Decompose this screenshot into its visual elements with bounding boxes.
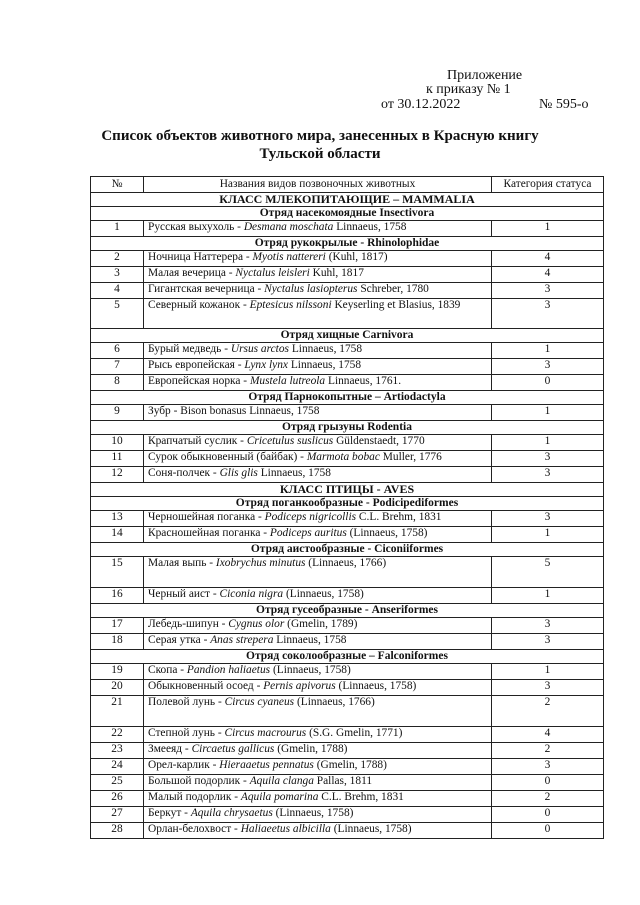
document-title: Список объектов животного мира, занесенных в Красную книгу [101, 128, 539, 144]
table-row [91, 618, 604, 634]
species-latin-name: Myotis nattereri [252, 251, 326, 263]
species-russian-name: Зубр - Bison bonasus Linnaeus, 1758 [148, 405, 320, 417]
column-header-species: Названия видов позвоночных животных [144, 177, 492, 193]
table-row [91, 680, 604, 696]
status-category: 1 [492, 221, 604, 237]
table-row [91, 299, 604, 329]
species-name [144, 405, 492, 421]
species-name [144, 221, 492, 237]
species-name [144, 343, 492, 359]
class-heading: КЛАСС ПТИЦЫ - AVES [91, 483, 604, 497]
species-number: 3 [91, 267, 144, 283]
annex-order-ref: к приказу № 1 [426, 82, 511, 97]
species-latin-name: Aquila chrysaetus [190, 807, 273, 819]
species-latin-name: Eptesicus nilssoni [249, 299, 332, 311]
order-heading: Отряд грызуны Rodentia [91, 421, 604, 435]
table-row [91, 221, 604, 237]
order-heading-row [91, 207, 604, 221]
order-heading: Отряд соколообразные – Falconiformes [91, 650, 604, 664]
status-category: 1 [492, 664, 604, 680]
status-category: 2 [492, 696, 604, 727]
species-latin-name: Podiceps auritus [269, 527, 347, 539]
order-date: от 30.12.2022 [381, 97, 461, 112]
red-book-table [90, 176, 604, 839]
order-heading-row [91, 237, 604, 251]
species-authority: (Gmelin, 1789) [284, 618, 358, 630]
annex-label: Приложение [447, 68, 523, 83]
species-latin-name: Aquila clanga [249, 775, 314, 787]
species-number: 22 [91, 727, 144, 743]
table-row [91, 791, 604, 807]
species-name [144, 759, 492, 775]
species-authority: Linnaeus, 1758 [257, 467, 331, 479]
class-heading: КЛАСС МЛЕКОПИТАЮЩИЕ – MAMMALIA [91, 193, 604, 207]
status-category: 4 [492, 267, 604, 283]
order-heading-row [91, 604, 604, 618]
species-russian-name: Гигантская вечерница - [148, 283, 265, 295]
species-russian-name: Сурок обыкновенный (байбак) - [148, 451, 307, 463]
table-row [91, 727, 604, 743]
order-heading: Отряд хищные Carnivora [91, 329, 604, 343]
table-row [91, 557, 604, 588]
species-latin-name: Circus cyaneus [224, 696, 295, 708]
species-russian-name: Малый подорлик - [148, 791, 241, 803]
species-number: 14 [91, 527, 144, 543]
species-name [144, 664, 492, 680]
species-latin-name: Podiceps nigricollis [264, 511, 357, 523]
species-authority: (S.G. Gmelin, 1771) [306, 727, 403, 739]
species-name [144, 375, 492, 391]
species-russian-name: Черношейная поганка - [148, 511, 265, 523]
species-number: 6 [91, 343, 144, 359]
status-category: 3 [492, 634, 604, 650]
status-category: 0 [492, 823, 604, 839]
species-authority: Linnaeus, 1758 [288, 343, 363, 355]
species-number: 12 [91, 467, 144, 483]
species-name [144, 743, 492, 759]
species-authority: (Linnaeus, 1758) [283, 588, 364, 600]
species-russian-name: Полевой лунь - [148, 696, 225, 708]
species-russian-name: Степной лунь - [148, 727, 225, 739]
species-russian-name: Малая вечерица - [148, 267, 236, 279]
species-russian-name: Крапчатый суслик - [148, 435, 247, 447]
table-row [91, 405, 604, 421]
status-category: 0 [492, 775, 604, 791]
species-authority: (Linnaeus, 1758) [272, 807, 354, 819]
species-name [144, 588, 492, 604]
status-category: 2 [492, 743, 604, 759]
table-row [91, 823, 604, 839]
species-number: 24 [91, 759, 144, 775]
species-number: 28 [91, 823, 144, 839]
table-row [91, 251, 604, 267]
species-latin-name: Ixobrychus minutus [215, 557, 306, 569]
table-row [91, 267, 604, 283]
status-category: 1 [492, 527, 604, 543]
species-latin-name: Mustela lutreola [249, 375, 326, 387]
species-number: 9 [91, 405, 144, 421]
status-category: 4 [492, 251, 604, 267]
table-row [91, 634, 604, 650]
species-authority: Güldenstaedt, 1770 [333, 435, 425, 447]
species-authority: Pallas, 1811 [313, 775, 373, 787]
species-number: 5 [91, 299, 144, 329]
status-category: 0 [492, 807, 604, 823]
species-authority: (Gmelin, 1788) [313, 759, 387, 771]
species-name [144, 791, 492, 807]
table-row [91, 807, 604, 823]
species-latin-name: Pernis apivorus [263, 680, 336, 692]
species-number: 7 [91, 359, 144, 375]
species-number: 27 [91, 807, 144, 823]
species-latin-name: Glis glis [219, 467, 258, 479]
species-authority: C.L. Brehm, 1831 [318, 791, 404, 803]
status-category: 3 [492, 680, 604, 696]
species-name [144, 359, 492, 375]
column-header-number: № [91, 177, 144, 193]
species-latin-name: Hieraaetus pennatus [219, 759, 314, 771]
species-latin-name: Cricetulus suslicus [246, 435, 334, 447]
species-name [144, 435, 492, 451]
species-authority: Linnaeus, 1758 [333, 221, 407, 233]
status-category: 3 [492, 451, 604, 467]
species-name [144, 557, 492, 588]
species-russian-name: Лебедь-шипун - [148, 618, 229, 630]
document-title-line2: Тульской области [259, 146, 381, 162]
order-heading-row [91, 650, 604, 664]
order-number: № 595-о [539, 97, 589, 112]
species-name [144, 451, 492, 467]
species-latin-name: Cygnus olor [228, 618, 285, 630]
status-category: 3 [492, 467, 604, 483]
order-heading: Отряд поганкообразные - Podicipediformes [91, 497, 604, 511]
species-number: 2 [91, 251, 144, 267]
species-russian-name: Рысь европейская - [148, 359, 245, 371]
table-row [91, 664, 604, 680]
status-category: 3 [492, 618, 604, 634]
species-russian-name: Европейская норка - [148, 375, 250, 387]
species-number: 18 [91, 634, 144, 650]
species-authority: Linnaeus, 1758 [287, 359, 362, 371]
species-russian-name: Соня-полчек - [148, 467, 220, 479]
table-row [91, 467, 604, 483]
status-category: 2 [492, 791, 604, 807]
species-russian-name: Бурый медведь - [148, 343, 231, 355]
species-name [144, 823, 492, 839]
species-latin-name: Desmana moschata [243, 221, 334, 233]
species-russian-name: Серая утка - [148, 634, 211, 646]
status-category: 1 [492, 588, 604, 604]
status-category: 3 [492, 299, 604, 329]
species-number: 17 [91, 618, 144, 634]
table-body [91, 193, 604, 839]
species-authority: Keyserling et Blasius, 1839 [331, 299, 461, 311]
species-number: 15 [91, 557, 144, 588]
species-authority: Kuhl, 1817 [309, 267, 364, 279]
status-category: 3 [492, 283, 604, 299]
species-name [144, 680, 492, 696]
species-name [144, 618, 492, 634]
table-row [91, 696, 604, 727]
species-latin-name: Ciconia nigra [219, 588, 284, 600]
species-name [144, 467, 492, 483]
species-latin-name: Aquila pomarina [240, 791, 319, 803]
species-authority: (Gmelin, 1788) [274, 743, 348, 755]
species-name [144, 283, 492, 299]
species-number: 11 [91, 451, 144, 467]
species-russian-name: Русская выхухоль - [148, 221, 244, 233]
species-number: 4 [91, 283, 144, 299]
status-category: 3 [492, 511, 604, 527]
status-category: 3 [492, 759, 604, 775]
table-row [91, 283, 604, 299]
species-authority: Linnaeus, 1761. [325, 375, 402, 387]
status-category: 1 [492, 435, 604, 451]
species-number: 8 [91, 375, 144, 391]
species-authority: (Linnaeus, 1758) [335, 680, 417, 692]
class-heading-row [91, 483, 604, 497]
status-category: 4 [492, 727, 604, 743]
order-heading: Отряд аистообразные - Ciconiiformes [91, 543, 604, 557]
species-number: 19 [91, 664, 144, 680]
species-authority: (Linnaeus, 1758) [270, 664, 351, 676]
status-category: 3 [492, 359, 604, 375]
species-russian-name: Скопа - [148, 664, 187, 676]
species-russian-name: Орлан-белохвост - [148, 823, 241, 835]
species-russian-name: Орел-карлик - [148, 759, 220, 771]
column-header-category: Категория статуса [492, 177, 604, 193]
table-row [91, 588, 604, 604]
species-russian-name: Беркут - [148, 807, 191, 819]
species-name [144, 696, 492, 727]
species-authority: (Linnaeus, 1766) [294, 696, 375, 708]
species-authority: (Linnaeus, 1766) [305, 557, 387, 569]
species-name [144, 727, 492, 743]
species-russian-name: Черный аист - [148, 588, 220, 600]
species-number: 10 [91, 435, 144, 451]
species-russian-name: Змееяд - [148, 743, 192, 755]
species-number: 23 [91, 743, 144, 759]
status-category: 1 [492, 343, 604, 359]
species-russian-name: Большой подорлик - [148, 775, 250, 787]
table-header-row [91, 177, 604, 193]
table-row [91, 527, 604, 543]
status-category: 5 [492, 557, 604, 588]
species-name [144, 267, 492, 283]
order-heading: Отряд гусеобразные - Anseriformes [91, 604, 604, 618]
order-heading-row [91, 543, 604, 557]
species-russian-name: Северный кожанок - [148, 299, 250, 311]
species-number: 13 [91, 511, 144, 527]
species-number: 21 [91, 696, 144, 727]
species-latin-name: Nyctalus lasiopterus [264, 283, 358, 295]
species-latin-name: Anas strepera [210, 634, 274, 646]
table-row [91, 743, 604, 759]
table-row [91, 359, 604, 375]
order-heading: Отряд насекомоядные Insectivora [91, 207, 604, 221]
table-row [91, 775, 604, 791]
species-latin-name: Nyctalus leisleri [235, 267, 310, 279]
species-russian-name: Обыкновенный осоед - [148, 680, 264, 692]
species-name [144, 775, 492, 791]
order-heading-row [91, 421, 604, 435]
species-authority: Schreber, 1780 [357, 283, 429, 295]
status-category: 0 [492, 375, 604, 391]
species-authority: (Linnaeus, 1758) [346, 527, 428, 539]
order-heading-row [91, 497, 604, 511]
species-name [144, 511, 492, 527]
species-name [144, 251, 492, 267]
species-russian-name: Малая выпь - [148, 557, 216, 569]
table-row [91, 435, 604, 451]
order-heading: Отряд Парнокопытные – Artiodactyla [91, 391, 604, 405]
table-row [91, 343, 604, 359]
table-row [91, 451, 604, 467]
species-latin-name: Haliaeetus albicilla [240, 823, 331, 835]
species-latin-name: Marmota bobac [306, 451, 380, 463]
species-authority: (Linnaeus, 1758) [330, 823, 412, 835]
species-number: 16 [91, 588, 144, 604]
species-authority: Muller, 1776 [379, 451, 442, 463]
order-heading-row [91, 329, 604, 343]
species-latin-name: Ursus arctos [230, 343, 289, 355]
species-latin-name: Circus macrourus [224, 727, 307, 739]
table-row [91, 511, 604, 527]
species-number: 25 [91, 775, 144, 791]
species-latin-name: Pandion haliaetus [186, 664, 271, 676]
species-authority: C.L. Brehm, 1831 [356, 511, 442, 523]
class-heading-row [91, 193, 604, 207]
species-russian-name: Красношейная поганка - [148, 527, 270, 539]
order-heading: Отряд рукокрылые - Rhinolophidae [91, 237, 604, 251]
table-row [91, 375, 604, 391]
species-name [144, 527, 492, 543]
species-name [144, 807, 492, 823]
species-authority: Linnaeus, 1758 [273, 634, 347, 646]
species-latin-name: Circaetus gallicus [191, 743, 275, 755]
status-category: 1 [492, 405, 604, 421]
species-number: 26 [91, 791, 144, 807]
species-authority: (Kuhl, 1817) [325, 251, 388, 263]
species-name [144, 299, 492, 329]
species-latin-name: Lynx lynx [244, 359, 288, 371]
species-number: 20 [91, 680, 144, 696]
species-russian-name: Ночница Наттерера - [148, 251, 253, 263]
species-name [144, 634, 492, 650]
table-row [91, 759, 604, 775]
species-number: 1 [91, 221, 144, 237]
order-heading-row [91, 391, 604, 405]
